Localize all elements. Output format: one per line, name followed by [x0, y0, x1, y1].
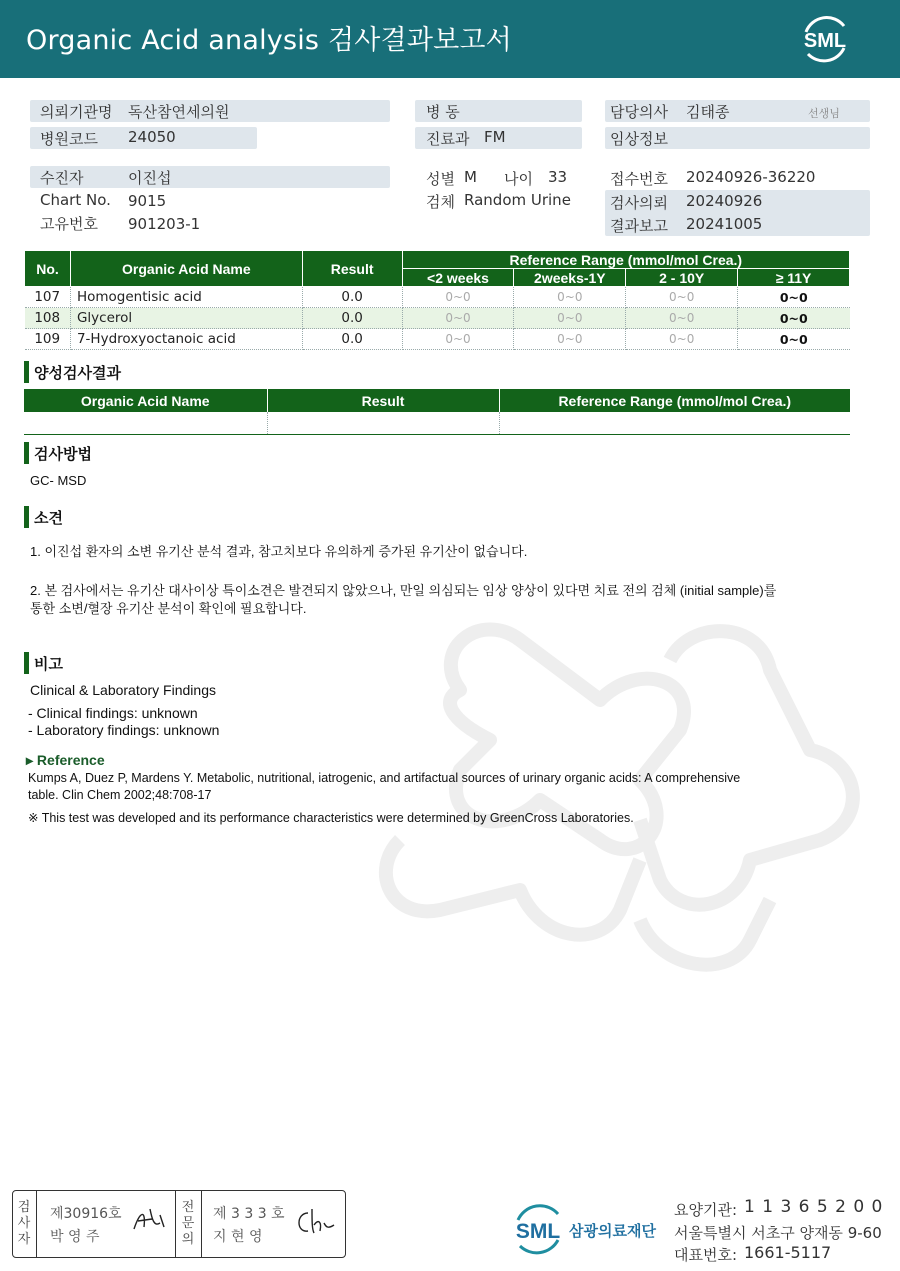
svg-text:SML: SML [515, 1220, 561, 1243]
hospital-code-value: 24050 [128, 128, 176, 146]
positive-header-reference: Reference Range (mmol/mol Crea.) [499, 389, 850, 412]
table-row [24, 412, 850, 435]
report-title: Organic Acid analysis 검사결과보고서 [26, 25, 512, 56]
examiner-name: 박 영 주 [50, 1229, 100, 1245]
ward-label: 병 동 [426, 103, 460, 121]
remarks-heading: Clinical & Laboratory Findings [30, 682, 216, 698]
method-section-title: 검사방법 [34, 445, 92, 463]
reference-line-1: Kumps A, Duez P, Mardens Y. Metabolic, nutritional, iatrogenic, and artifactual sources of urinary organic acids: A comprehensive [28, 771, 741, 785]
col-header-reference: Reference Range (mmol/mol Crea.) [402, 251, 849, 269]
positive-header-name: Organic Acid Name [24, 389, 267, 412]
dept-label: 진료과 [426, 130, 470, 148]
findings-line-2a: 2. 본 검사에서는 유기산 대사이상 특이소견은 발견되지 않았으나, 만일 의심되는 임상 양상이 있다면 치료 전의 검체 (initial sample)를 [30, 583, 777, 598]
examiner-number: 제30916호 [50, 1206, 122, 1222]
report-date-value: 20241005 [686, 215, 763, 233]
row-name: 7-Hydroxyoctanoic acid [70, 329, 302, 350]
row-result: 0.0 [302, 287, 402, 308]
receipt-value: 20240926-36220 [686, 168, 816, 186]
age-value: 33 [548, 168, 568, 186]
chart-no-value: 9015 [128, 192, 167, 210]
row-range: 0~0 [514, 308, 626, 329]
doctor-suffix: 선생님 [808, 107, 840, 120]
specialist-signature [294, 1205, 338, 1239]
method-section-bar [24, 442, 29, 464]
footer-phone-label: 대표번호: [674, 1246, 738, 1264]
chart-no-label: Chart No. [40, 191, 111, 209]
footer-sml-logo [508, 1200, 568, 1258]
row-no: 109 [25, 329, 71, 350]
row-range: 0~0 [738, 329, 850, 350]
row-no: 107 [25, 287, 71, 308]
age-label: 나이 [504, 170, 533, 188]
positive-section-bar [24, 361, 29, 383]
table-row [25, 287, 850, 308]
receipt-label: 접수번호 [610, 170, 668, 188]
footer-org-name: 삼광의료재단 [569, 1222, 656, 1240]
positive-table [24, 389, 850, 435]
row-range: 0~0 [738, 308, 850, 329]
specialist-label: 전문의 [181, 1200, 195, 1247]
row-range: 0~0 [402, 308, 514, 329]
col-header-result: Result [302, 251, 402, 287]
row-name: Homogentisic acid [70, 287, 302, 308]
clinical-findings: - Clinical findings: unknown [28, 705, 198, 721]
row-range: 0~0 [626, 329, 738, 350]
signature-divider-2 [175, 1191, 176, 1257]
footer-code-value: 1 1 3 6 5 2 0 0 [744, 1197, 884, 1217]
col-header-age-3: ≥ 11Y [738, 269, 850, 287]
table-row [25, 308, 850, 329]
row-range: 0~0 [514, 287, 626, 308]
svg-text:SML: SML [803, 30, 847, 52]
row-result: 0.0 [302, 308, 402, 329]
reference-line-2: table. Clin Chem 2002;48:708-17 [28, 788, 212, 802]
examiner-signature [130, 1205, 170, 1235]
col-header-no: No. [25, 251, 71, 287]
col-header-age-0: <2 weeks [402, 269, 514, 287]
doctor-value: 김태종 [686, 103, 730, 121]
findings-section-title: 소견 [34, 509, 63, 527]
clinical-info-label: 임상정보 [610, 130, 668, 148]
results-table [24, 250, 850, 350]
row-range: 0~0 [738, 287, 850, 308]
specialist-name: 지 현 영 [213, 1229, 263, 1245]
institution-value: 독산참연세의원 [128, 103, 230, 121]
examiner-label: 검사자 [17, 1200, 31, 1247]
doctor-label: 담당의사 [610, 103, 668, 121]
sex-value: M [464, 168, 477, 186]
specialist-number: 제 3 3 3 호 [213, 1206, 285, 1222]
row-range: 0~0 [402, 329, 514, 350]
patient-label: 수진자 [40, 169, 84, 187]
unique-no-label: 고유번호 [40, 215, 98, 233]
footer-code-label: 요양기관: [674, 1201, 738, 1219]
request-date-label: 검사의뢰 [610, 194, 668, 212]
remarks-section-title: 비고 [34, 655, 63, 673]
row-range: 0~0 [626, 287, 738, 308]
patient-value: 이진섭 [128, 169, 172, 187]
reference-title: ▸ Reference [26, 752, 105, 768]
footer-phone-value: 1661-5117 [744, 1243, 832, 1262]
signature-divider-1 [36, 1191, 37, 1257]
footer-address: 서울특별시 서초구 양재동 9-60 [674, 1224, 882, 1242]
col-header-name: Organic Acid Name [70, 251, 302, 287]
findings-line-1: 1. 이진섭 환자의 소변 유기산 분석 결과, 참고치보다 유의하게 증가된 유기산이 없습니다. [30, 544, 528, 559]
findings-section-bar [24, 506, 29, 528]
method-text: GC- MSD [30, 473, 87, 488]
institution-label: 의뢰기관명 [40, 103, 113, 121]
row-result: 0.0 [302, 329, 402, 350]
signature-divider-3 [201, 1191, 202, 1257]
row-range: 0~0 [514, 329, 626, 350]
hospital-code-label: 병원코드 [40, 130, 98, 148]
specimen-value: Random Urine [464, 191, 571, 209]
specimen-label: 검체 [426, 193, 455, 211]
unique-no-value: 901203-1 [128, 215, 201, 233]
col-header-age-1: 2weeks-1Y [514, 269, 626, 287]
sex-label: 성별 [426, 170, 455, 188]
request-date-value: 20240926 [686, 192, 763, 210]
report-date-label: 결과보고 [610, 217, 668, 235]
col-header-age-2: 2 - 10Y [626, 269, 738, 287]
positive-header-result: Result [267, 389, 499, 412]
row-name: Glycerol [70, 308, 302, 329]
row-no: 108 [25, 308, 71, 329]
laboratory-findings: - Laboratory findings: unknown [28, 722, 220, 738]
patient-row-bg [30, 166, 390, 188]
table-row [25, 329, 850, 350]
remarks-section-bar [24, 652, 29, 674]
footnote: ※ This test was developed and its performance characteristics were determined by GreenCross Laboratories. [28, 811, 634, 825]
sml-logo [796, 12, 854, 66]
row-range: 0~0 [626, 308, 738, 329]
dept-value: FM [484, 128, 506, 146]
positive-section-title: 양성검사결과 [34, 364, 121, 382]
findings-line-2b: 통한 소변/혈장 유기산 분석이 확인에 필요합니다. [30, 601, 307, 616]
row-range: 0~0 [402, 287, 514, 308]
